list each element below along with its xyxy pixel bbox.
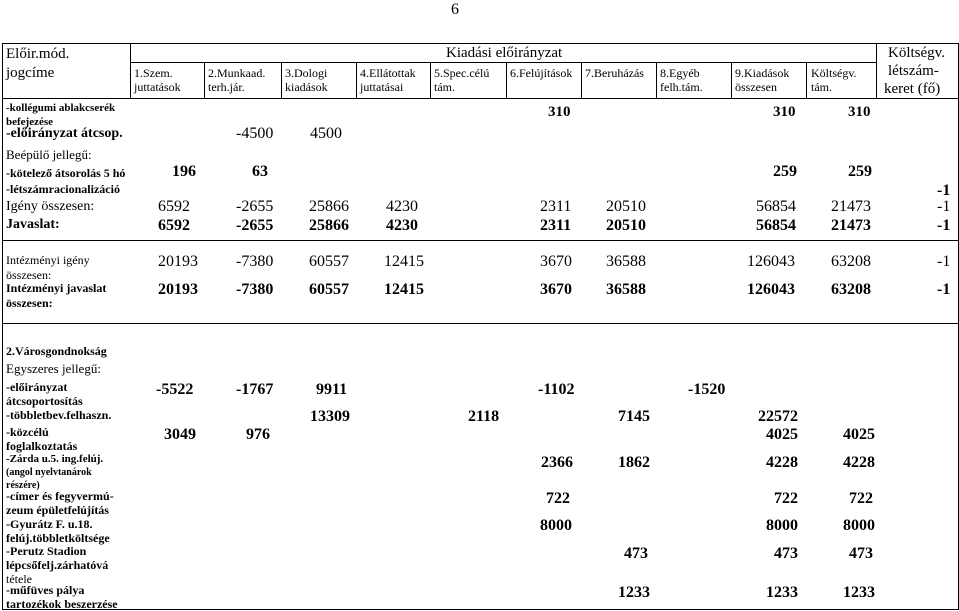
cell-mufuves-9: 1233 xyxy=(766,584,798,601)
cell-int-igeny-3: 60557 xyxy=(309,253,349,270)
row-label-int-igeny: Intézményi igény összesen: xyxy=(6,253,90,282)
col-border-8 xyxy=(731,62,732,98)
row-label-gyuratz: -Gyurátz F. u.18. felúj.többletköltsége xyxy=(6,517,110,545)
col-header-7: 7.Beruházás xyxy=(585,66,644,80)
section-title-varos: 2.Városgondnokság xyxy=(6,344,107,358)
col-header-4: 4.Ellátottak juttatásai xyxy=(360,66,416,94)
cell-mufuves-7: 1233 xyxy=(618,584,650,601)
cell-tobblet-9: 22572 xyxy=(758,408,798,425)
cell-tobblet-6: 2118 xyxy=(468,408,500,425)
cell-gyuratz-10: 8000 xyxy=(843,517,875,534)
row-label-kollegium: -kollégumi ablakcserék befejezése xyxy=(6,102,116,128)
cell-int-igeny-7: 36588 xyxy=(606,253,646,270)
cell-eloir-3: 4500 xyxy=(310,125,342,142)
col-header-2: 2.Munkaad. terh.jár. xyxy=(208,66,266,94)
cell-zarda-6: 2366 xyxy=(541,454,573,471)
cell-igeny-11: -1 xyxy=(937,198,951,215)
row-label-egyszeres: Egyszeres jellegű: xyxy=(6,361,101,376)
cell-igeny-4: 4230 xyxy=(386,198,418,215)
cell-int-jav-10: 63208 xyxy=(831,281,871,298)
col-header-6: 6.Felújítások xyxy=(510,66,573,80)
row-label-igeny: Igény összesen: xyxy=(6,199,95,214)
separator-before-varos xyxy=(2,323,959,324)
cell-gyuratz-9: 8000 xyxy=(766,517,798,534)
cell-perutz-9: 473 xyxy=(774,545,798,562)
cell-kotelezo-1: 196 xyxy=(172,163,196,180)
cell-int-jav-2: -7380 xyxy=(236,281,274,298)
row-label-kozcelu: -közcélú foglalkoztatás xyxy=(6,425,78,453)
cell-igeny-1: 6592 xyxy=(158,198,190,215)
cell-kozcelu-1: 3049 xyxy=(164,426,196,443)
cell-kollegium-7: 310 xyxy=(548,104,571,120)
cell-eloir2-3: 9911 xyxy=(316,381,348,398)
cell-int-igeny-11: -1 xyxy=(937,253,951,270)
col-border-1 xyxy=(204,62,205,98)
cell-int-jav-11: -1 xyxy=(937,281,951,298)
cell-igeny-2: -2655 xyxy=(236,198,274,215)
cell-kozcelu-9: 4025 xyxy=(766,426,798,443)
separator-before-intezmenyi xyxy=(2,240,959,241)
table-left-border xyxy=(2,43,3,609)
cell-eloir2-1: -5522 xyxy=(156,381,194,398)
cell-igeny-10: 21473 xyxy=(831,198,871,215)
cell-kollegium-10: 310 xyxy=(848,104,871,120)
col-header-3: 3.Dologi kiadások xyxy=(285,66,328,94)
cell-int-jav-3: 60557 xyxy=(309,281,349,298)
cell-int-jav-7: 36588 xyxy=(606,281,646,298)
cell-tobblet-3: 13309 xyxy=(310,408,350,425)
page-number: 6 xyxy=(451,1,459,18)
kiadasi-underline xyxy=(130,62,876,63)
cell-int-jav-6: 3670 xyxy=(540,281,572,298)
cell-eloir2-2: -1767 xyxy=(236,381,274,398)
col-border-6 xyxy=(581,62,582,98)
cell-kollegium-9: 310 xyxy=(773,104,796,120)
cell-int-igeny-4: 12415 xyxy=(384,253,424,270)
col-header-8: 8.Egyéb felh.tám. xyxy=(660,66,703,94)
cell-eloir2-6: -1102 xyxy=(538,381,575,398)
col-border-4 xyxy=(430,62,431,98)
cell-cimer-10: 722 xyxy=(849,490,873,507)
cell-javaslat-6: 2311 xyxy=(540,217,572,234)
cell-zarda-10: 4228 xyxy=(843,454,875,471)
row-label-zarda: -Zárda u.5. ing.felúj. (angol nyelvtanárok részére) xyxy=(6,453,104,491)
col-border-5 xyxy=(506,62,507,98)
label-col-border xyxy=(130,43,131,98)
cell-cimer-9: 722 xyxy=(774,490,798,507)
row-label-tobblet: -többletbev.felhaszn. xyxy=(6,408,112,422)
col-border-9 xyxy=(806,62,807,98)
row-label-kotelezo: -kötelező átsorolás 5 hó xyxy=(6,166,126,180)
row-label-javaslat: Javaslat: xyxy=(6,217,60,232)
cell-javaslat-11: -1 xyxy=(937,217,951,234)
col-border-2 xyxy=(281,62,282,98)
cell-kotelezo-9: 259 xyxy=(773,163,797,180)
cell-javaslat-10: 21473 xyxy=(831,217,871,234)
row-label-cimer: -címer és fegyvermú- zeum épületfelújítás xyxy=(6,489,114,517)
cell-javaslat-3: 25866 xyxy=(309,217,349,234)
col-header-10: Költségv. tám. xyxy=(811,66,857,94)
cell-javaslat-9: 56854 xyxy=(756,217,796,234)
cell-int-jav-1: 20193 xyxy=(158,281,198,298)
kiadasi-header: Kiadási előirányzat xyxy=(446,45,563,61)
cell-zarda-7: 1862 xyxy=(618,454,650,471)
cell-igeny-6: 2311 xyxy=(540,198,572,215)
cell-javaslat-2: -2655 xyxy=(236,217,274,234)
cell-tobblet-8: 7145 xyxy=(618,408,650,425)
cell-igeny-7: 20510 xyxy=(606,198,646,215)
cell-int-igeny-6: 3670 xyxy=(540,253,572,270)
col-border-7 xyxy=(656,62,657,98)
col-border-3 xyxy=(356,62,357,98)
col-header-5: 5.Spec.célú tám. xyxy=(434,66,490,94)
cell-kotelezo-2: 63 xyxy=(252,163,268,180)
row-label-perutz: -Perutz Stadion lépcsőfelj.zárhatóvá tétele xyxy=(6,544,109,586)
cell-eloir-2: -4500 xyxy=(236,125,274,142)
row-label-eloir-atcsop: -előirányzat átcsop. xyxy=(6,126,123,141)
cell-int-igeny-2: -7380 xyxy=(236,253,274,270)
koltsegv-header-line2: létszám- xyxy=(888,63,939,79)
header-bottom-border xyxy=(2,98,959,99)
cell-gyuratz-6: 8000 xyxy=(540,517,572,534)
cell-letszam-11: -1 xyxy=(937,182,951,199)
col-header-9: 9.Kiadások összesen xyxy=(735,66,790,94)
eloir-header-line1: Előir.mód. xyxy=(6,46,70,62)
eloir-header-line2: jogcíme xyxy=(6,65,55,81)
cell-perutz-10: 473 xyxy=(849,545,873,562)
cell-mufuves-10: 1233 xyxy=(843,584,875,601)
cell-int-igeny-10: 63208 xyxy=(831,253,871,270)
cell-javaslat-7: 20510 xyxy=(606,217,646,234)
cell-int-igeny-9: 126043 xyxy=(747,253,795,270)
col-border-10 xyxy=(876,43,877,98)
cell-igeny-9: 56854 xyxy=(756,198,796,215)
table-bottom-border xyxy=(2,609,959,610)
koltsegv-header-line1: Költségv. xyxy=(888,45,945,61)
table-top-border xyxy=(2,43,959,44)
row-label-letszam: -létszámracionalizáció xyxy=(6,182,120,196)
cell-cimer-6: 722 xyxy=(546,490,570,507)
cell-kozcelu-10: 4025 xyxy=(843,426,875,443)
cell-kotelezo-10: 259 xyxy=(848,163,872,180)
cell-eloir2-8: -1520 xyxy=(688,381,726,398)
koltsegv-header-line3: keret (fő) xyxy=(884,81,941,97)
row-label-int-jav: Intézményi javaslat összesen: xyxy=(6,281,107,310)
cell-int-jav-9: 126043 xyxy=(747,281,795,298)
cell-perutz-7: 473 xyxy=(624,545,648,562)
cell-int-jav-4: 12415 xyxy=(384,281,424,298)
row-label-mufuves: -műfüves pálya tartozékok beszerzése xyxy=(6,583,118,611)
row-label-beepulo: Beépülő jellegű: xyxy=(6,147,92,162)
cell-javaslat-4: 4230 xyxy=(386,217,418,234)
cell-zarda-9: 4228 xyxy=(766,454,798,471)
cell-igeny-3: 25866 xyxy=(309,198,349,215)
cell-int-igeny-1: 20193 xyxy=(158,253,198,270)
cell-kozcelu-2: 976 xyxy=(246,426,270,443)
cell-javaslat-1: 6592 xyxy=(158,217,190,234)
row-label-eloir2: -előirányzat átcsoportosítás xyxy=(6,380,83,408)
col-header-1: 1.Szem. juttatások xyxy=(134,66,181,94)
